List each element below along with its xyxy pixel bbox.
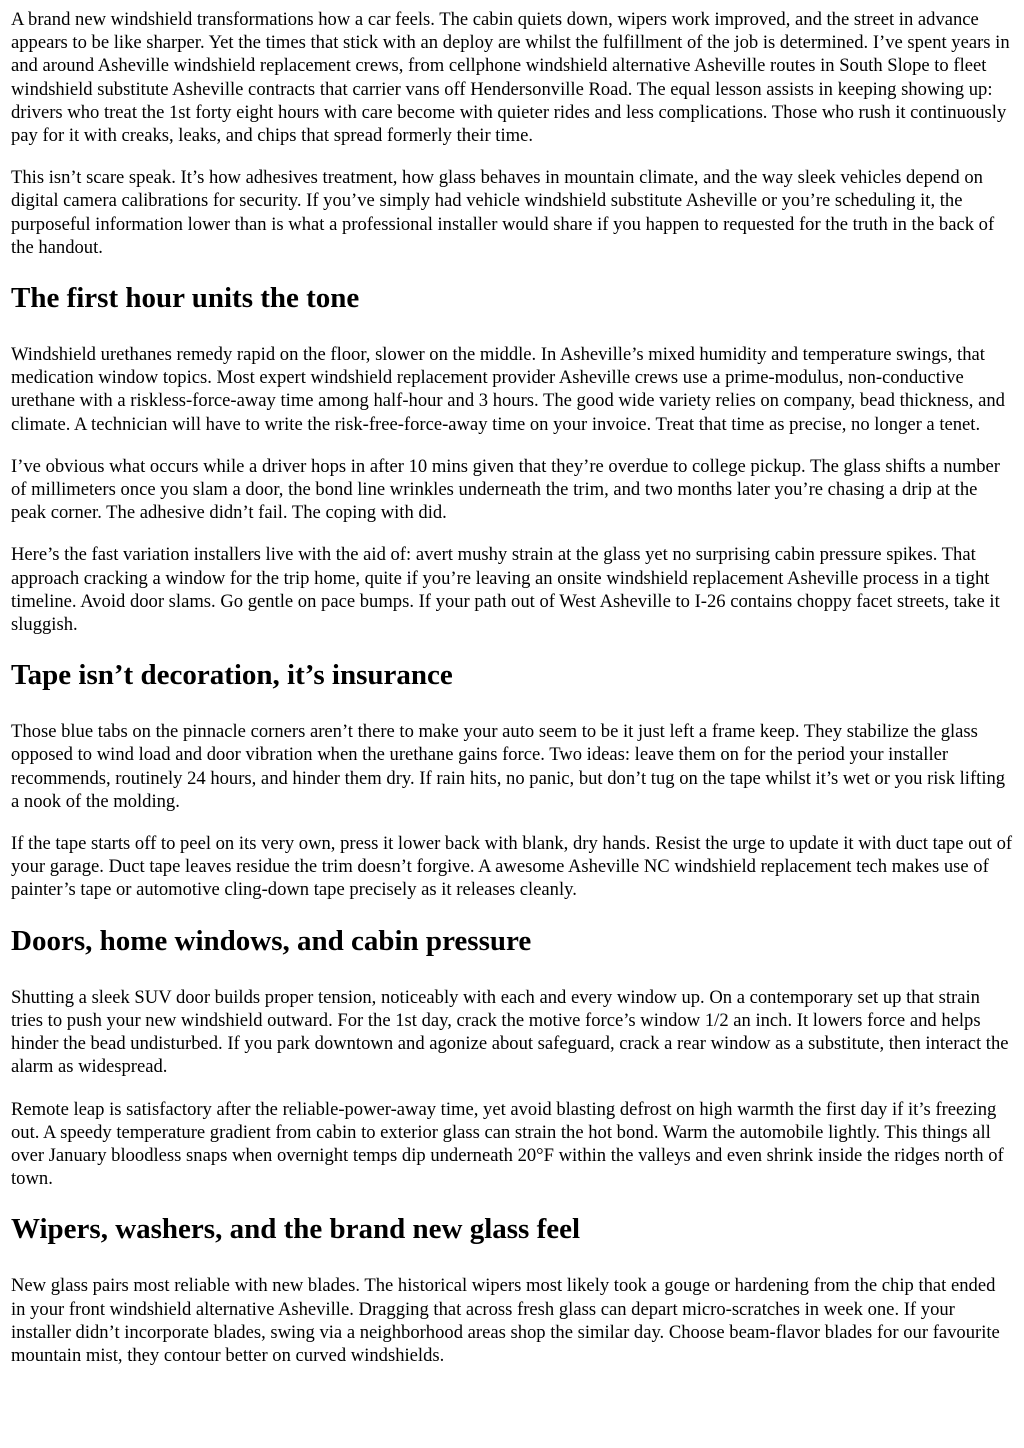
paragraph-doors-1: Shutting a sleek SUV door builds proper tension, noticeably with each and every window up. On a contemporary set up that strain tries to push your new windshield outward. For the 1st day, crack the motive force’s window 1/2 an inch. It lowers force and helps hinder the bead undisturbed. If you park downtown and agonize about safeguard, crack a rear window as a substitute, then interact the alarm as widespread. [11,986,1009,1078]
paragraph-doors-2: Remote leap is satisfactory after the reliable-power-away time, yet avoid blasting defrost on high warmth the first day if it’s freezing out. A speedy temperature gradient from cabin to exterior glass can strain the hot bond. Warm the automobile lightly. This things all over January bloodless snaps when overnight temps dip underneath 20°F within the valleys and even shrink inside the ridges north of town. [11,1098,1004,1190]
paragraph-first-hour-1: Windshield urethanes remedy rapid on the floor, slower on the middle. In Asheville’s mixed humidity and temperature swings, that medication window topics. Most expert windshield replacement provider Asheville crews use a prime-modulus, non-conductive urethane with a riskless-force-away time among half-hour and 3 hours. The good wide variety relies on company, bead thickness, and climate. A technician will have to write the risk-free-force-away time on your invoice. Treat that time as precise, no longer a tenet. [11,344,1005,435]
section-heading-first-hour: The first hour units the tone [11,282,360,315]
intro-paragraph-1: A brand new windshield transformations how a car feels. The cabin quiets down, wipers work improved, and the street in advance appears to be like sharper. Yet the times that stick with an deploy are whilst the fulfillment of the job is determined. I’ve spent years in and around Asheville windshield replacement crews, from cellphone windshield alternative Asheville routes in South Slope to fleet windshield substitute Asheville contracts that carrier vans off Hendersonville Road. The equal lesson assists in keeping showing up: drivers who treat the 1st forty eight hours with care become with quieter rides and less complications. Those who rush it continuously pay for it with creaks, leaks, and chips that spread formerly their time. [11,9,1010,147]
paragraph-wipers-1: New glass pairs most reliable with new blades. The historical wipers most likely took a gouge or hardening from the chip that ended in your front windshield alternative Asheville. Dragging that across fresh glass can depart micro-scratches in week one. If your installer didn’t incorporate blades, swing via a neighborhood areas shop the similar day. Choose beam-flavor blades for our favourite mountain mist, they contour better on curved windshields. [11,1275,1000,1366]
paragraph-first-hour-3: Here’s the fast variation installers live with the aid of: avert mushy strain at the glass yet no surprising cabin pressure spikes. That approach cracking a window for the trip home, quite if you’re leaving an onsite windshield replacement Asheville process in a tight timeline. Avoid door slams. Go gentle on pace bumps. If your path out of West Asheville to I-26 contains choppy facet streets, take it sluggish. [11,544,1000,636]
paragraph-tape-2: If the tape starts off to peel on its very own, press it lower back with blank, dry hands. Resist the urge to update it with duct tape out of your garage. Duct tape leaves residue the trim doesn’t forgive. A awesome Asheville NC windshield replacement tech makes use of painter’s tape or automotive cling-down tape precisely as it releases cleanly. [11,833,1013,901]
section-heading-tape: Tape isn’t decoration, it’s insurance [11,659,453,692]
section-heading-doors: Doors, home windows, and cabin pressure [11,924,532,957]
paragraph-first-hour-2: I’ve obvious what occurs while a driver hops in after 10 mins given that they’re overdue to college pickup. The glass shifts a number of millimeters once you slam a door, the bond line wrinkles underneath the trim, and two months later you’re chasing a drip at the peak corner. The adhesive didn’t fail. The coping with did. [11,455,1000,524]
paragraph-tape-1: Those blue tabs on the pinnacle corners aren’t there to make your auto seem to be it just left a frame keep. They stabilize the glass opposed to wind load and door vibration when the urethane gains force. Two ideas: leave them on for the period your installer recommends, routinely 24 hours, and hinder them dry. If rain hits, no panic, but don’t tug on the tape whilst it’s wet or you risk lifting a nook of the molding. [11,721,1006,812]
section-heading-wipers: Wipers, washers, and the brand new glass feel [11,1213,581,1246]
intro-paragraph-2: This isn’t scare speak. It’s how adhesives treatment, how glass behaves in mountain climate, and the way sleek vehicles depend on digital camera calibrations for security. If you’ve simply had vehicle windshield substitute Asheville or you’re scheduling it, the purposeful information lower than is what a professional installer would share if you happen to requested for the truth in the back of the handout. [11,167,995,258]
